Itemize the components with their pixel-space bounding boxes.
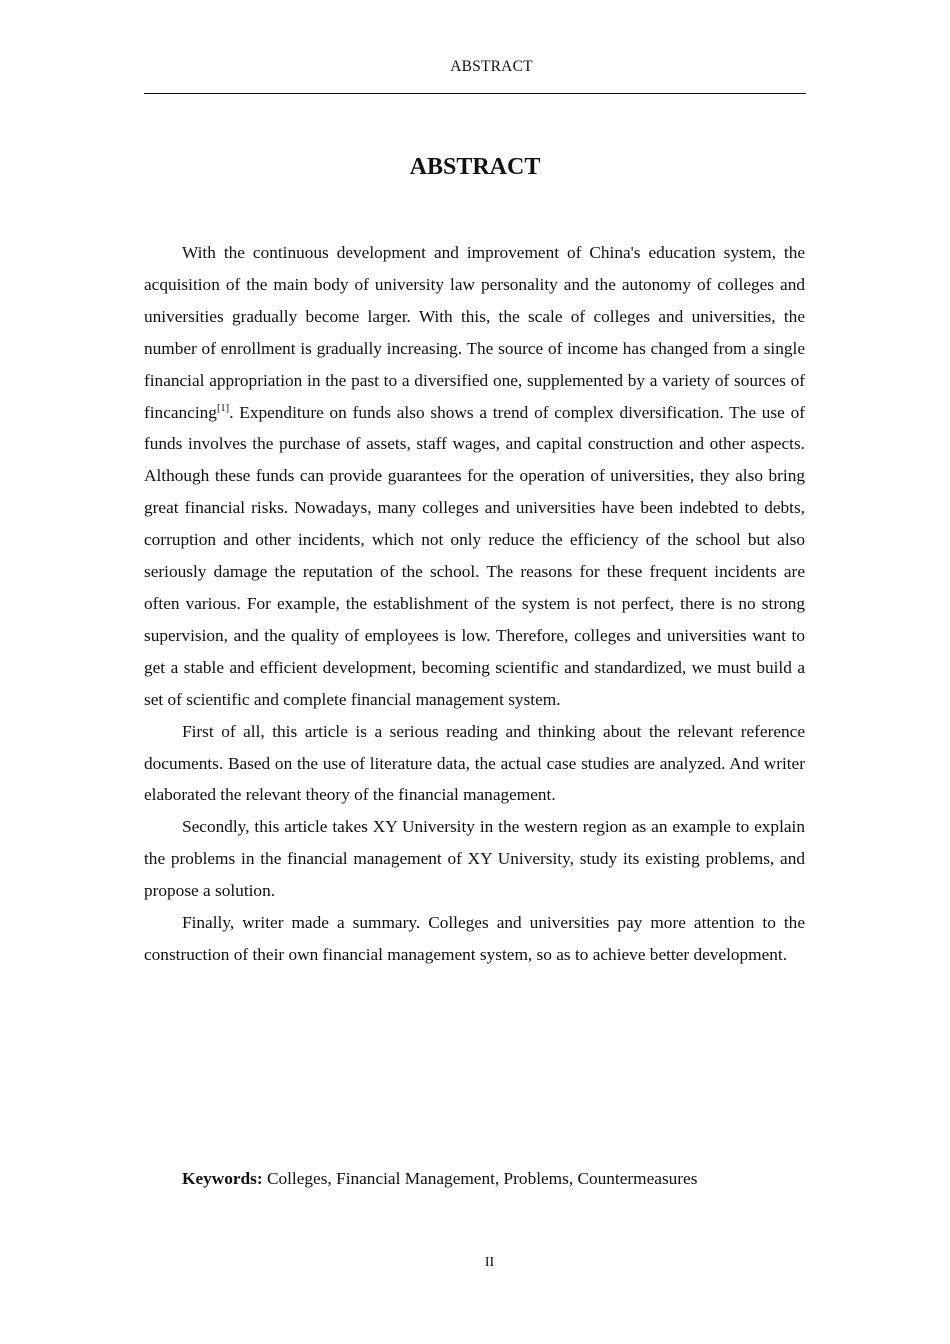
abstract-paragraph-4: Finally, writer made a summary. Colleges and universities pay more attention to the construction of their own financial management system, so as to achieve better development. bbox=[144, 913, 805, 964]
paragraph-1-text-part-1: With the continuous development and improvement of China's education system, the acquisition of the main body of university law personality and the autonomy of colleges and universities gradually become larger. With this, the scale of colleges and universities, the number of enrollment is gradually increasing. The source of income has changed from a single financial appropriation in the past to a diversified one, supplemented by a variety of sources of fincancing bbox=[144, 243, 805, 422]
abstract-paragraph-1 bbox=[144, 237, 805, 716]
running-header: ABSTRACT bbox=[450, 58, 533, 75]
abstract-body bbox=[144, 237, 805, 971]
keywords-line bbox=[182, 1163, 822, 1195]
abstract-paragraph-3: Secondly, this article takes XY University in the western region as an example to explain the problems in the financial management of XY University, study its existing problems, and propose a solution. bbox=[144, 817, 805, 901]
paragraph-1-text-part-2: . Expenditure on funds also shows a trend of complex diversification. The use of funds involves the purchase of assets, staff wages, and capital construction and other aspects. Although these funds can provide guarantees for the operation of universities, they also bring great financial risks. Nowadays, many colleges and universities have been indebted to debts, corruption and other incidents, which not only reduce the efficiency of the school but also seriously damage the reputation of the school. The reasons for these frequent incidents are often various. For example, the establishment of the system is not perfect, there is no strong supervision, and the quality of employees is low. Therefore, colleges and universities want to get a stable and efficient development, becoming scientific and standardized, we must build a set of scientific and complete financial management system. bbox=[144, 402, 805, 709]
page-number: II bbox=[484, 1255, 495, 1270]
page-title: ABSTRACT bbox=[409, 154, 541, 180]
abstract-paragraph-2: First of all, this article is a serious reading and thinking about the relevant reference documents. Based on the use of literature data, the actual case studies are analyzed. And writer elaborated the relevant theory of the financial management. bbox=[144, 721, 805, 805]
keywords-label: Keywords: bbox=[182, 1169, 263, 1188]
header-rule bbox=[144, 93, 806, 94]
citation-marker: [1] bbox=[216, 402, 230, 414]
keywords-values: Colleges, Financial Management, Problems, Countermeasures bbox=[262, 1169, 698, 1188]
